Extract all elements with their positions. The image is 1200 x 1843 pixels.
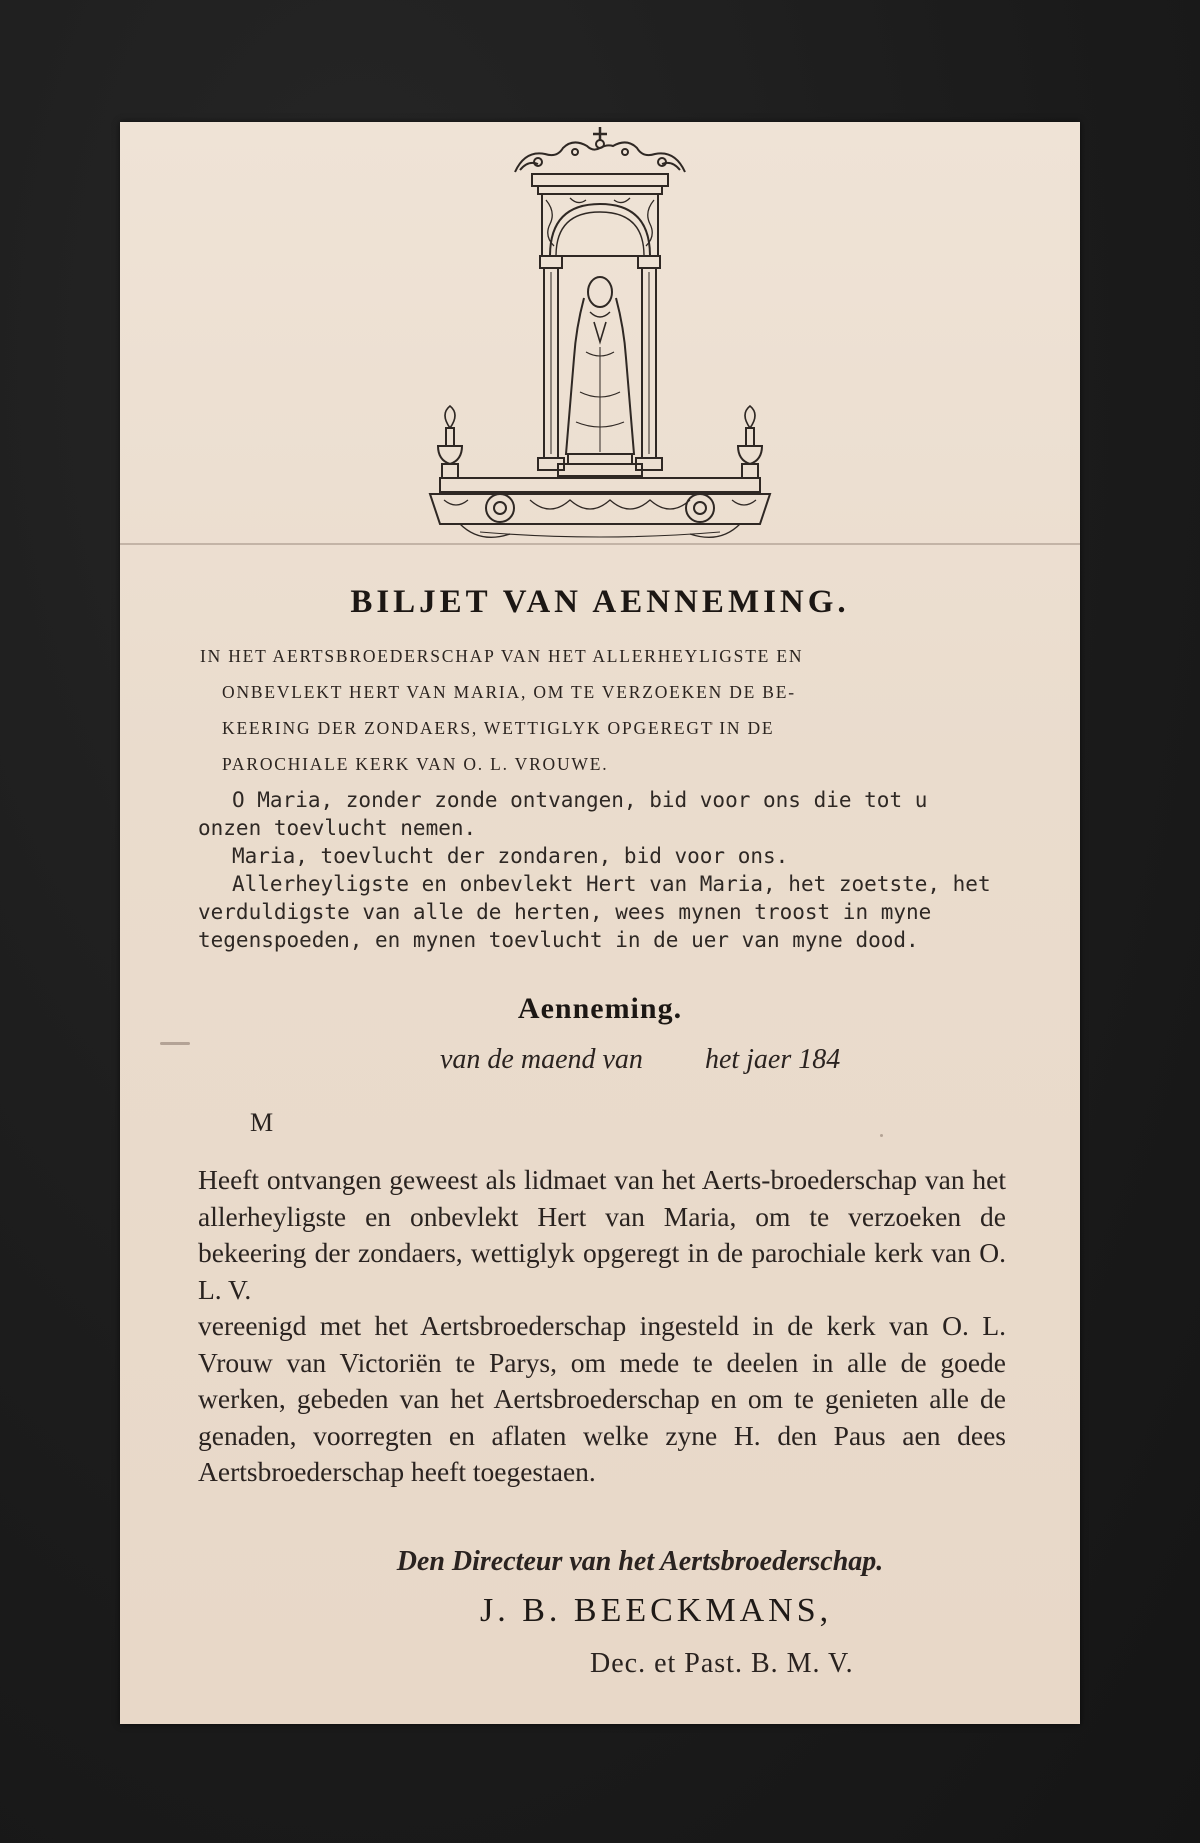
paper-mark [160,1042,190,1045]
section-subtitle: Aenneming. [517,992,683,1025]
signoff: Den Directeur van het Aertsbroederschap. [396,1546,884,1577]
signer-title: Dec. et Past. B. M. V. [590,1648,854,1679]
body-paragraph: vereenigd met het Aertsbroederschap ingesteld in de kerk van O. L. Vrouw van Victoriën te Parys, om mede te deelen in alle de goede werken, gebeden van het Aertsbroederschap en om te genieten alle de genaden, voorregten en aflaten welke zyne H. den Paus aen dees Aertsbroederschap heeft toegestaen. [198,1310,1006,1487]
document-paper [120,122,1080,1724]
prayer-paragraph: Allerheyligste en onbevlekt Hert van Maria, het zoetste, het verduldigste van alle de herten, wees mynen troost in myne tegenspoeden, en mynen toevlucht in de uer van myne dood. [198,872,991,952]
intro-line: KEERING DER ZONDAERS, WETTIGLYK OPGEREGT IN DE [222,718,775,738]
intro-line: PAROCHIALE KERK VAN O. L. VROUWE. [222,754,609,774]
date-month: van de maend van [440,1044,643,1075]
date-year: het jaer 184 [704,1044,841,1075]
body-text [198,1162,1006,1491]
intro-line: IN HET AERTSBROEDERSCHAP VAN HET ALLERHEYLIGSTE EN [200,646,804,666]
paper-mark [710,722,713,725]
intro-line: ONBEVLEKT HERT VAN MARIA, OM TE VERZOEKEN DE BE- [222,682,796,702]
salutation: M [250,1108,274,1137]
date-line [440,1044,840,1076]
prayer-block [198,786,1002,954]
signer-name: J. B. BEECKMANS, [480,1592,833,1629]
fold-line [120,543,1080,545]
page-title: BILJET VAN AENNEMING. [350,584,850,620]
intro-block [200,638,1010,782]
body-paragraph: Heeft ontvangen geweest als lidmaet van het Aerts-broederschap van het allerheyligste en onbevlekt Hert van Maria, om te verzoeken de bekeering der zondaers, wettiglyk opgeregt in de parochiale kerk van O. L. V. [198,1164,1006,1305]
prayer-paragraph: O Maria, zonder zonde ontvangen, bid voor ons die tot u onzen toevlucht nemen. [198,788,928,840]
paper-mark [880,1134,883,1137]
madonna-shrine-engraving-icon [420,122,780,562]
prayer-paragraph: Maria, toevlucht der zondaren, bid voor ons. [232,844,789,868]
